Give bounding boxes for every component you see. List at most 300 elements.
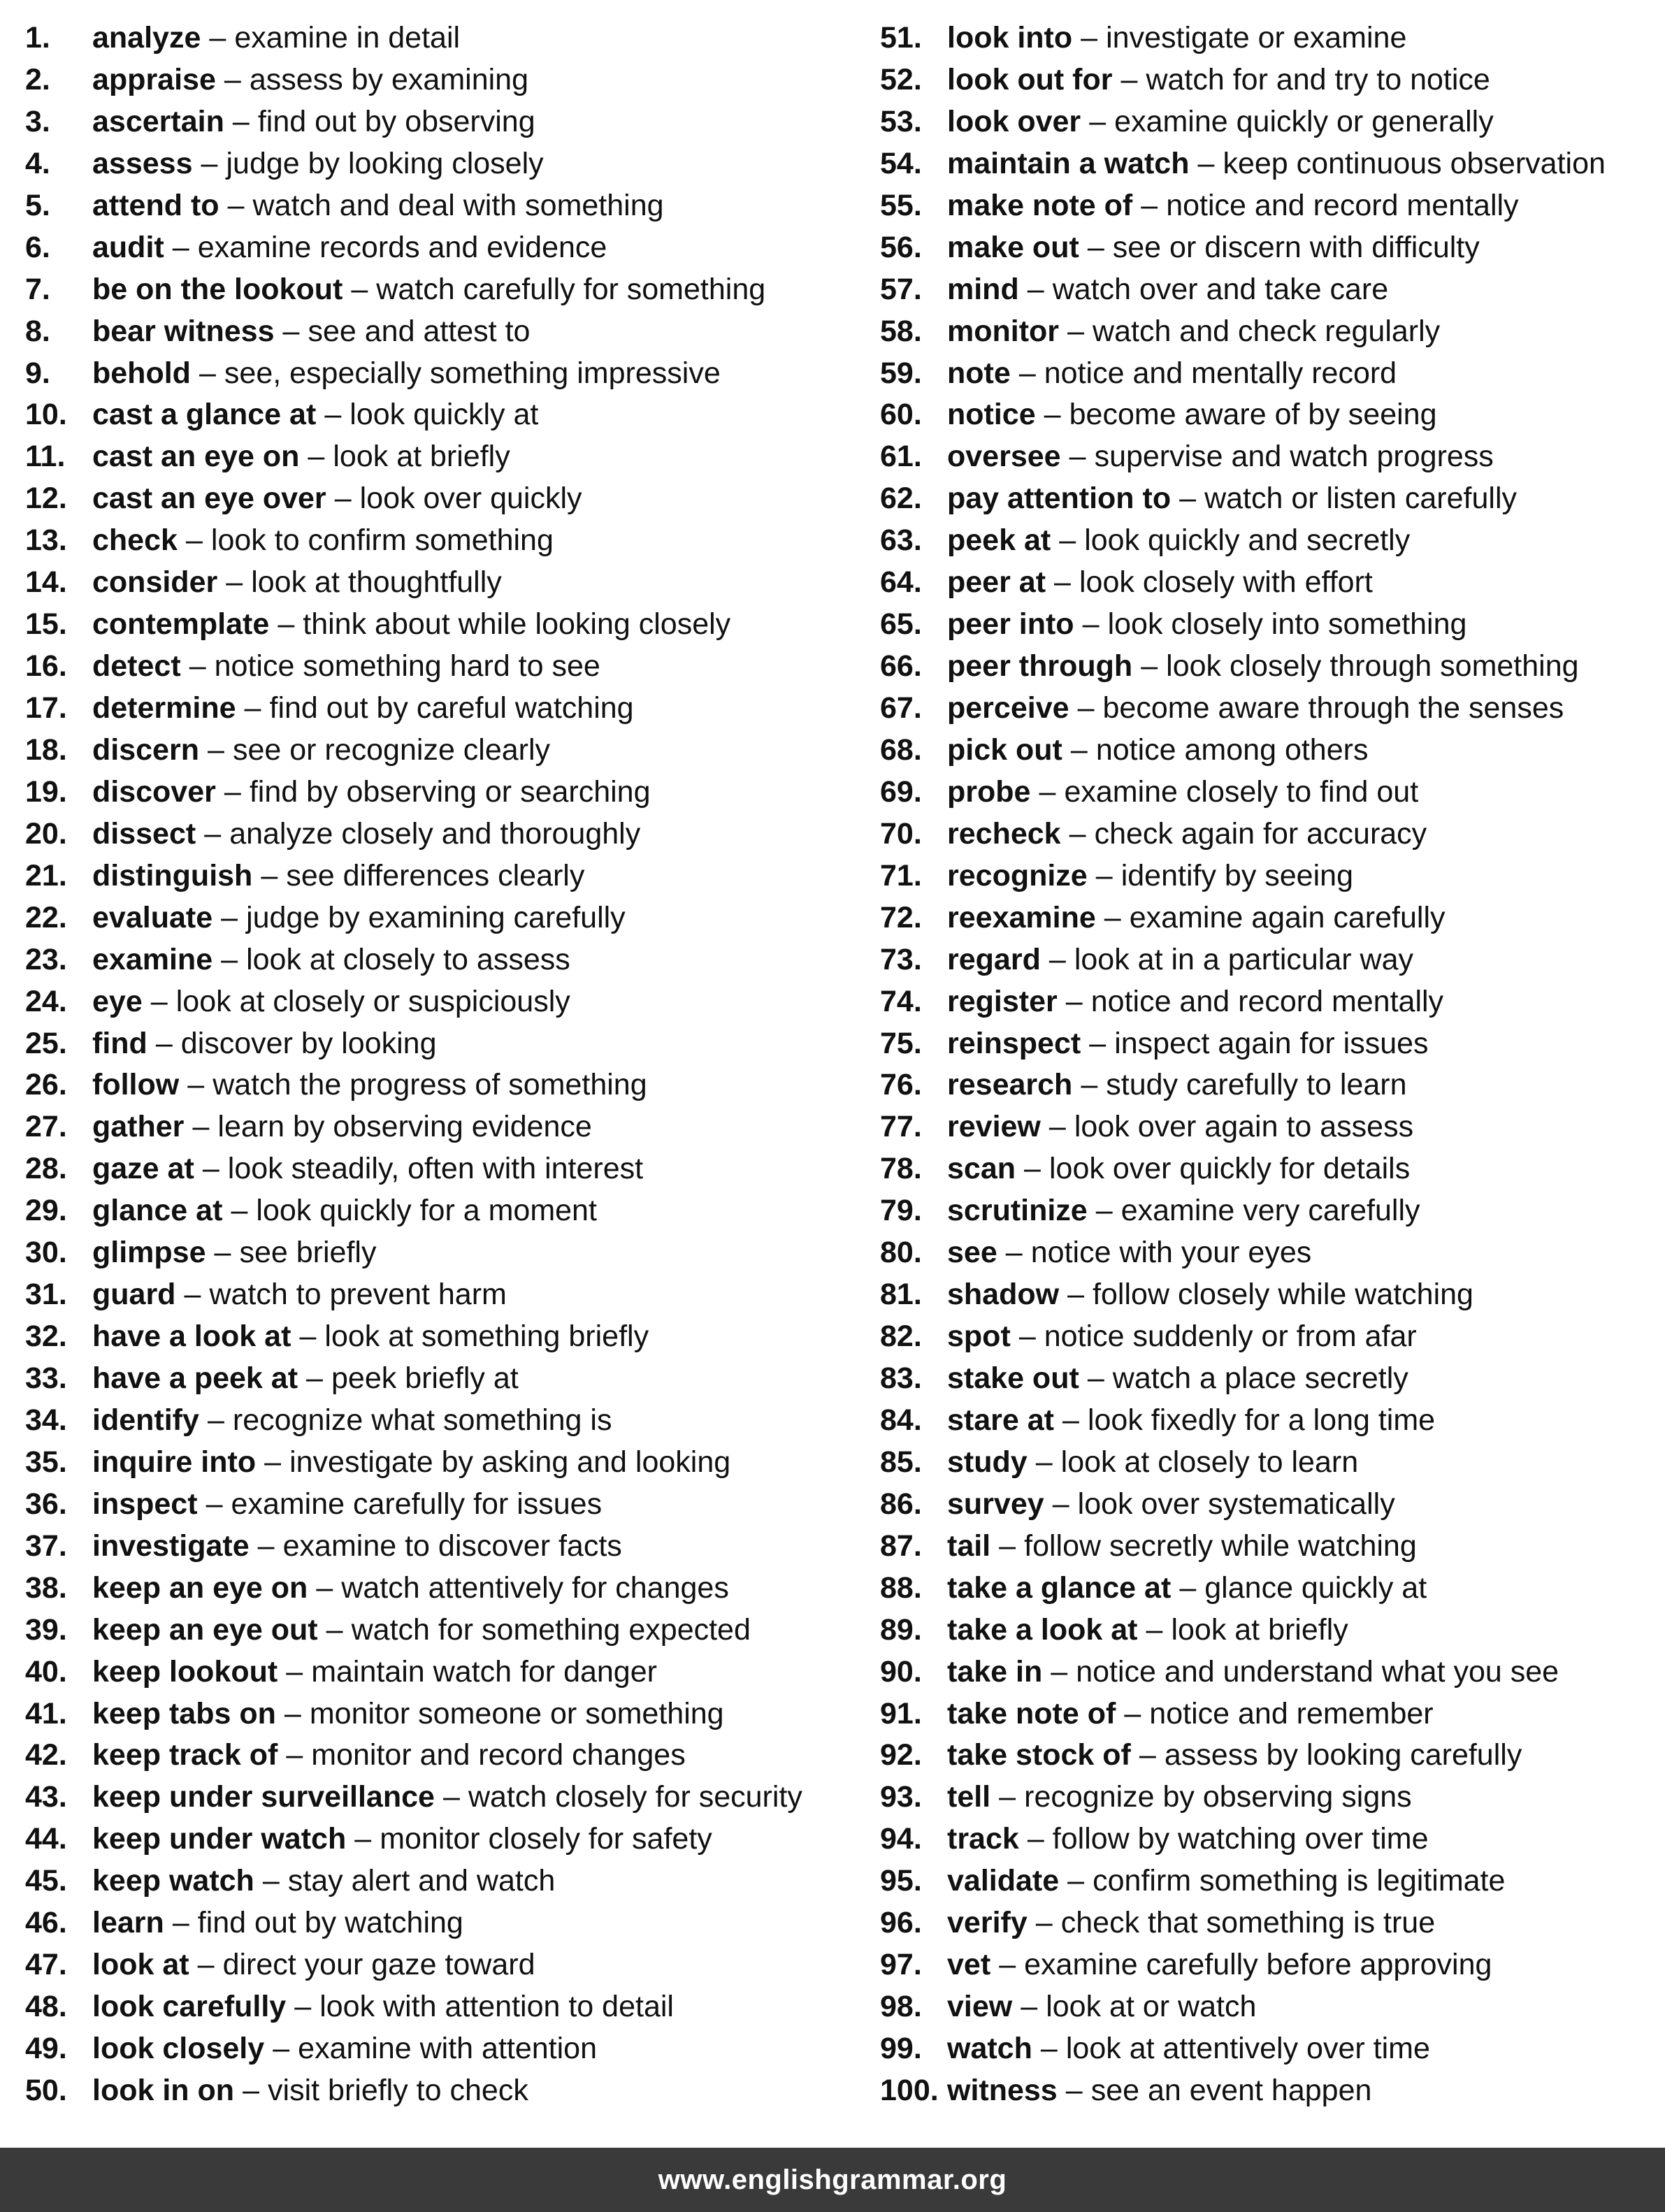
item-term: spot bbox=[947, 1320, 1011, 1354]
list-item bbox=[25, 59, 850, 101]
list-item bbox=[25, 688, 850, 730]
item-definition: examine very carefully bbox=[1120, 1194, 1420, 1228]
item-definition: look over again to assess bbox=[1074, 1110, 1414, 1144]
item-definition: notice and understand what you see bbox=[1076, 1654, 1559, 1689]
list-item bbox=[880, 1106, 1656, 1148]
item-term: be on the lookout bbox=[92, 272, 343, 306]
list-item bbox=[25, 185, 850, 227]
item-term: reexamine bbox=[947, 900, 1096, 934]
item-separator: – bbox=[1018, 1320, 1036, 1354]
item-term: attend to bbox=[92, 188, 219, 222]
item-definition: look closely through something bbox=[1166, 649, 1579, 684]
item-separator: – bbox=[244, 691, 261, 725]
list-item bbox=[25, 227, 850, 269]
list-item bbox=[25, 101, 850, 143]
item-number: 7. bbox=[25, 272, 50, 306]
footer-url[interactable]: www.englishgrammar.org bbox=[658, 2164, 1007, 2195]
list-item bbox=[880, 520, 1656, 562]
item-number: 85. bbox=[880, 1445, 922, 1479]
list-item bbox=[25, 1986, 850, 2028]
item-definition: watch or listen carefully bbox=[1204, 482, 1517, 516]
item-separator: – bbox=[189, 649, 206, 684]
list-item bbox=[880, 269, 1656, 311]
item-term: stare at bbox=[947, 1403, 1054, 1437]
item-number: 28. bbox=[25, 1152, 67, 1186]
item-separator: – bbox=[221, 900, 238, 934]
item-definition: find out by watching bbox=[197, 1906, 463, 1940]
item-separator: – bbox=[192, 1110, 210, 1144]
list-item bbox=[25, 1902, 850, 1944]
item-definition: identify by seeing bbox=[1120, 858, 1353, 892]
item-number: 97. bbox=[880, 1948, 922, 1982]
list-item bbox=[25, 1568, 850, 1610]
item-definition: watch for something expected bbox=[351, 1612, 751, 1647]
item-definition: look quickly at bbox=[349, 398, 539, 432]
item-term: eye bbox=[92, 984, 143, 1018]
item-number: 66. bbox=[880, 649, 922, 684]
list-item bbox=[880, 688, 1656, 730]
item-separator: – bbox=[442, 1780, 460, 1814]
item-definition: assess by looking carefully bbox=[1164, 1738, 1522, 1772]
item-separator: – bbox=[264, 1445, 282, 1479]
item-term: look out for bbox=[947, 62, 1113, 96]
item-number: 10. bbox=[25, 398, 67, 432]
item-definition: monitor someone or something bbox=[309, 1696, 724, 1730]
item-number: 95. bbox=[880, 1864, 922, 1898]
item-definition: look quickly and secretly bbox=[1084, 523, 1411, 558]
item-separator: – bbox=[202, 1152, 219, 1186]
item-term: investigate bbox=[92, 1528, 250, 1563]
item-term: study bbox=[947, 1445, 1028, 1479]
item-term: look carefully bbox=[92, 1990, 287, 2024]
item-number: 96. bbox=[880, 1906, 922, 1940]
item-number: 89. bbox=[880, 1612, 922, 1647]
item-number: 13. bbox=[25, 523, 67, 558]
list-item bbox=[880, 730, 1656, 772]
item-term: tail bbox=[947, 1528, 991, 1563]
item-number: 59. bbox=[880, 356, 922, 390]
item-term: gaze at bbox=[92, 1152, 194, 1186]
item-number: 25. bbox=[25, 1026, 67, 1060]
item-number: 70. bbox=[880, 816, 922, 851]
list-item bbox=[25, 1442, 850, 1484]
item-definition: watch for and try to notice bbox=[1146, 62, 1490, 96]
item-term: glimpse bbox=[92, 1236, 206, 1270]
item-term: shadow bbox=[947, 1278, 1060, 1312]
item-number: 41. bbox=[25, 1696, 67, 1730]
item-definition: look quickly for a moment bbox=[256, 1194, 597, 1228]
item-number: 69. bbox=[880, 774, 922, 809]
item-term: see bbox=[947, 1236, 997, 1270]
item-definition: follow secretly while watching bbox=[1024, 1528, 1417, 1563]
item-separator: – bbox=[1081, 21, 1098, 55]
item-term: inquire into bbox=[92, 1445, 257, 1479]
item-definition: confirm something is legitimate bbox=[1093, 1864, 1506, 1898]
word-list-column-right bbox=[880, 17, 1656, 2112]
item-number: 8. bbox=[25, 314, 50, 348]
item-number: 94. bbox=[880, 1822, 922, 1856]
item-separator: – bbox=[226, 565, 243, 600]
item-definition: direct your gaze toward bbox=[222, 1948, 535, 1982]
item-definition: watch carefully for something bbox=[376, 272, 766, 306]
item-separator: – bbox=[324, 398, 342, 432]
list-item bbox=[25, 772, 850, 814]
item-separator: – bbox=[1035, 1445, 1053, 1479]
list-item bbox=[25, 897, 850, 939]
item-term: witness bbox=[947, 2073, 1058, 2107]
item-separator: – bbox=[1141, 188, 1158, 222]
item-definition: look to confirm something bbox=[210, 523, 554, 558]
item-term: look into bbox=[947, 21, 1073, 55]
item-term: evaluate bbox=[92, 900, 213, 934]
item-number: 81. bbox=[880, 1278, 922, 1312]
item-separator: – bbox=[155, 1026, 173, 1060]
item-separator: – bbox=[204, 816, 222, 851]
item-number: 51. bbox=[880, 21, 922, 55]
item-number: 12. bbox=[25, 482, 67, 516]
item-definition: look over systematically bbox=[1077, 1487, 1395, 1521]
list-item bbox=[25, 478, 850, 520]
item-separator: – bbox=[187, 1068, 205, 1102]
item-term: cast an eye on bbox=[92, 440, 300, 474]
list-item bbox=[880, 1986, 1656, 2028]
list-item bbox=[880, 1777, 1656, 1819]
item-definition: study carefully to learn bbox=[1106, 1068, 1407, 1102]
item-separator: – bbox=[1139, 1738, 1156, 1772]
list-item bbox=[880, 562, 1656, 604]
item-separator: – bbox=[243, 2073, 259, 2107]
item-number: 64. bbox=[880, 565, 922, 600]
list-item bbox=[25, 311, 850, 353]
item-term: take a look at bbox=[947, 1612, 1138, 1647]
item-definition: examine closely to find out bbox=[1064, 774, 1419, 809]
item-term: take a glance at bbox=[947, 1570, 1172, 1605]
item-number: 39. bbox=[25, 1612, 67, 1647]
item-separator: – bbox=[1089, 1026, 1107, 1060]
item-term: stake out bbox=[947, 1361, 1079, 1395]
item-separator: – bbox=[1124, 1696, 1141, 1730]
item-term: guard bbox=[92, 1278, 176, 1312]
item-definition: notice suddenly or from afar bbox=[1044, 1320, 1417, 1354]
item-definition: look steadily, often with interest bbox=[227, 1152, 644, 1186]
item-number: 17. bbox=[25, 691, 67, 725]
item-term: look closely bbox=[92, 2032, 265, 2065]
item-separator: – bbox=[294, 1990, 312, 2024]
item-number: 93. bbox=[880, 1780, 922, 1814]
item-term: find bbox=[92, 1026, 147, 1060]
item-separator: – bbox=[1024, 1152, 1041, 1186]
list-item bbox=[25, 1358, 850, 1400]
item-separator: – bbox=[286, 1654, 303, 1689]
item-term: make note of bbox=[947, 188, 1133, 222]
list-item bbox=[880, 1860, 1656, 1902]
item-term: reinspect bbox=[947, 1026, 1081, 1060]
item-term: validate bbox=[947, 1864, 1060, 1898]
item-term: monitor bbox=[947, 314, 1060, 348]
item-term: recheck bbox=[947, 816, 1061, 851]
item-number: 91. bbox=[880, 1696, 922, 1730]
item-definition: keep continuous observation bbox=[1223, 146, 1606, 180]
list-item bbox=[25, 1106, 850, 1148]
list-item bbox=[880, 1400, 1656, 1442]
item-separator: – bbox=[207, 1403, 224, 1437]
item-number: 88. bbox=[880, 1570, 922, 1605]
item-number: 49. bbox=[25, 2032, 67, 2065]
item-definition: look with attention to detail bbox=[319, 1990, 674, 2024]
item-term: vet bbox=[947, 1948, 991, 1982]
item-definition: glance quickly at bbox=[1204, 1570, 1427, 1605]
item-definition: find out by careful watching bbox=[269, 691, 634, 725]
item-definition: become aware through the senses bbox=[1102, 691, 1564, 725]
item-separator: – bbox=[999, 1528, 1016, 1563]
list-item bbox=[25, 353, 850, 395]
item-term: mind bbox=[947, 272, 1019, 306]
item-separator: – bbox=[1087, 230, 1104, 264]
item-term: consider bbox=[92, 565, 218, 600]
item-number: 46. bbox=[25, 1906, 67, 1940]
item-definition: see, especially something impressive bbox=[224, 356, 721, 390]
item-definition: see an event happen bbox=[1090, 2073, 1372, 2107]
item-separator: – bbox=[284, 1696, 301, 1730]
list-item bbox=[880, 814, 1656, 855]
item-term: ascertain bbox=[92, 104, 224, 138]
list-item bbox=[880, 897, 1656, 939]
list-item bbox=[25, 814, 850, 855]
item-number: 2. bbox=[25, 62, 50, 96]
list-item bbox=[880, 1693, 1656, 1735]
item-number: 80. bbox=[880, 1236, 922, 1270]
item-number: 50. bbox=[25, 2073, 67, 2107]
list-item bbox=[880, 1064, 1656, 1106]
item-definition: learn by observing evidence bbox=[217, 1110, 592, 1144]
item-term: learn bbox=[92, 1906, 164, 1940]
item-number: 54. bbox=[880, 146, 922, 180]
item-number: 21. bbox=[25, 858, 67, 892]
item-term: peer at bbox=[947, 565, 1046, 600]
item-definition: look at closely to assess bbox=[246, 942, 570, 976]
item-separator: – bbox=[1146, 1612, 1163, 1647]
item-term: watch bbox=[947, 2032, 1032, 2065]
item-number: 22. bbox=[25, 900, 67, 934]
list-item bbox=[25, 2070, 850, 2112]
list-item bbox=[25, 1316, 850, 1358]
item-separator: – bbox=[257, 1528, 275, 1563]
item-term: survey bbox=[947, 1487, 1044, 1521]
item-number: 27. bbox=[25, 1110, 67, 1144]
item-term: analyze bbox=[92, 21, 201, 55]
item-separator: – bbox=[197, 1948, 215, 1982]
item-separator: – bbox=[209, 21, 226, 55]
item-separator: – bbox=[1081, 1068, 1098, 1102]
item-separator: – bbox=[1062, 1403, 1079, 1437]
item-number: 65. bbox=[880, 607, 922, 642]
item-separator: – bbox=[1197, 146, 1215, 180]
item-term: peer through bbox=[947, 649, 1133, 684]
list-item bbox=[880, 1442, 1656, 1484]
item-term: audit bbox=[92, 230, 164, 264]
item-separator: – bbox=[1018, 356, 1036, 390]
list-item bbox=[25, 394, 850, 436]
item-term: detect bbox=[92, 649, 181, 684]
item-separator: – bbox=[214, 1236, 231, 1270]
item-separator: – bbox=[1095, 1194, 1113, 1228]
item-term: scan bbox=[947, 1152, 1016, 1186]
list-item bbox=[25, 562, 850, 604]
item-definition: follow by watching over time bbox=[1052, 1822, 1429, 1856]
list-item bbox=[880, 1735, 1656, 1777]
item-separator: – bbox=[1089, 104, 1107, 138]
list-item bbox=[880, 604, 1656, 646]
item-separator: – bbox=[273, 2032, 290, 2065]
item-number: 68. bbox=[880, 732, 922, 767]
item-number: 67. bbox=[880, 691, 922, 725]
item-separator: – bbox=[1070, 732, 1088, 767]
item-number: 11. bbox=[25, 440, 66, 474]
list-item bbox=[880, 185, 1656, 227]
list-item bbox=[880, 1568, 1656, 1610]
item-term: look in on bbox=[92, 2073, 235, 2107]
item-definition: check that something is true bbox=[1060, 1906, 1436, 1940]
item-term: tell bbox=[947, 1780, 991, 1814]
list-item bbox=[25, 604, 850, 646]
list-item bbox=[25, 17, 850, 59]
item-term: follow bbox=[92, 1068, 180, 1102]
item-term: look over bbox=[947, 104, 1081, 138]
item-term: distinguish bbox=[92, 858, 253, 892]
item-term: review bbox=[947, 1110, 1041, 1144]
list-item bbox=[25, 1860, 850, 1902]
list-item bbox=[25, 1064, 850, 1106]
item-term: cast a glance at bbox=[92, 398, 317, 432]
item-term: contemplate bbox=[92, 607, 270, 642]
list-item bbox=[25, 1777, 850, 1819]
item-number: 38. bbox=[25, 1570, 67, 1605]
item-number: 48. bbox=[25, 1990, 67, 2024]
item-number: 26. bbox=[25, 1068, 67, 1102]
item-definition: see or recognize clearly bbox=[232, 732, 551, 767]
item-number: 20. bbox=[25, 816, 67, 851]
item-separator: – bbox=[261, 858, 278, 892]
item-definition: look at briefly bbox=[333, 440, 510, 474]
list-item bbox=[880, 1190, 1656, 1232]
item-definition: see or discern with difficulty bbox=[1112, 230, 1480, 264]
list-item bbox=[25, 1023, 850, 1065]
item-term: take in bbox=[947, 1654, 1043, 1689]
item-number: 57. bbox=[880, 272, 922, 306]
item-definition: look at or watch bbox=[1046, 1990, 1257, 2024]
item-term: identify bbox=[92, 1403, 199, 1437]
item-definition: find by observing or searching bbox=[249, 774, 651, 809]
item-number: 30. bbox=[25, 1236, 67, 1270]
list-item bbox=[25, 520, 850, 562]
item-separator: – bbox=[262, 1864, 280, 1898]
item-term: oversee bbox=[947, 440, 1061, 474]
list-item bbox=[25, 981, 850, 1023]
item-term: keep under surveillance bbox=[92, 1780, 435, 1814]
item-number: 14. bbox=[25, 565, 67, 600]
item-number: 18. bbox=[25, 732, 67, 767]
item-term: make out bbox=[947, 230, 1079, 264]
item-definition: look over quickly bbox=[359, 482, 582, 516]
item-term: keep lookout bbox=[92, 1654, 278, 1689]
item-term: have a peek at bbox=[92, 1361, 298, 1395]
item-number: 33. bbox=[25, 1361, 67, 1395]
item-number: 55. bbox=[880, 188, 922, 222]
item-separator: – bbox=[1005, 1236, 1023, 1270]
item-number: 82. bbox=[880, 1320, 922, 1354]
item-separator: – bbox=[224, 62, 241, 96]
item-number: 24. bbox=[25, 984, 67, 1018]
item-term: take stock of bbox=[947, 1738, 1131, 1772]
item-definition: find out by observing bbox=[257, 104, 535, 138]
item-definition: analyze closely and thoroughly bbox=[229, 816, 641, 851]
item-number: 52. bbox=[880, 62, 922, 96]
list-item bbox=[880, 2070, 1656, 2112]
item-definition: judge by looking closely bbox=[226, 146, 544, 180]
list-item bbox=[25, 1190, 850, 1232]
list-item bbox=[880, 478, 1656, 520]
item-definition: notice and record mentally bbox=[1166, 188, 1519, 222]
item-definition: examine with attention bbox=[298, 2032, 598, 2065]
item-definition: assess by examining bbox=[249, 62, 528, 96]
item-separator: – bbox=[221, 942, 238, 976]
item-definition: supervise and watch progress bbox=[1094, 440, 1494, 474]
item-term: determine bbox=[92, 691, 236, 725]
item-definition: look at thoughtfully bbox=[251, 565, 502, 600]
item-definition: look at briefly bbox=[1171, 1612, 1348, 1647]
item-definition: inspect again for issues bbox=[1114, 1026, 1429, 1060]
item-definition: monitor closely for safety bbox=[380, 1822, 712, 1856]
list-item bbox=[880, 227, 1656, 269]
item-separator: – bbox=[1067, 314, 1084, 348]
item-term: view bbox=[947, 1990, 1013, 2024]
list-item bbox=[25, 1819, 850, 1860]
item-term: bear witness bbox=[92, 314, 275, 348]
item-definition: examine in detail bbox=[234, 21, 461, 55]
item-separator: – bbox=[1052, 1487, 1069, 1521]
item-number: 19. bbox=[25, 774, 67, 809]
item-separator: – bbox=[1021, 1990, 1038, 2024]
item-separator: – bbox=[278, 607, 295, 642]
list-item bbox=[880, 17, 1656, 59]
item-number: 75. bbox=[880, 1026, 922, 1060]
item-term: appraise bbox=[92, 62, 216, 96]
item-number: 32. bbox=[25, 1320, 67, 1354]
item-separator: – bbox=[1179, 482, 1197, 516]
item-separator: – bbox=[172, 1906, 189, 1940]
item-term: notice bbox=[947, 398, 1036, 432]
item-term: note bbox=[947, 356, 1011, 390]
item-separator: – bbox=[232, 104, 250, 138]
item-number: 58. bbox=[880, 314, 922, 348]
item-definition: monitor and record changes bbox=[311, 1738, 686, 1772]
list-item bbox=[25, 269, 850, 311]
item-separator: – bbox=[199, 356, 216, 390]
item-term: research bbox=[947, 1068, 1073, 1102]
item-definition: watch a place secretly bbox=[1112, 1361, 1408, 1395]
item-definition: recognize by observing signs bbox=[1024, 1780, 1412, 1814]
item-definition: notice and remember bbox=[1149, 1696, 1434, 1730]
item-separator: – bbox=[1087, 1361, 1104, 1395]
list-item bbox=[880, 1484, 1656, 1526]
item-separator: – bbox=[227, 188, 245, 222]
item-term: glance at bbox=[92, 1194, 223, 1228]
item-definition: investigate or examine bbox=[1106, 21, 1407, 55]
item-number: 74. bbox=[880, 984, 922, 1018]
item-definition: look closely into something bbox=[1107, 607, 1467, 642]
item-number: 71. bbox=[880, 858, 922, 892]
item-separator: – bbox=[316, 1570, 333, 1605]
